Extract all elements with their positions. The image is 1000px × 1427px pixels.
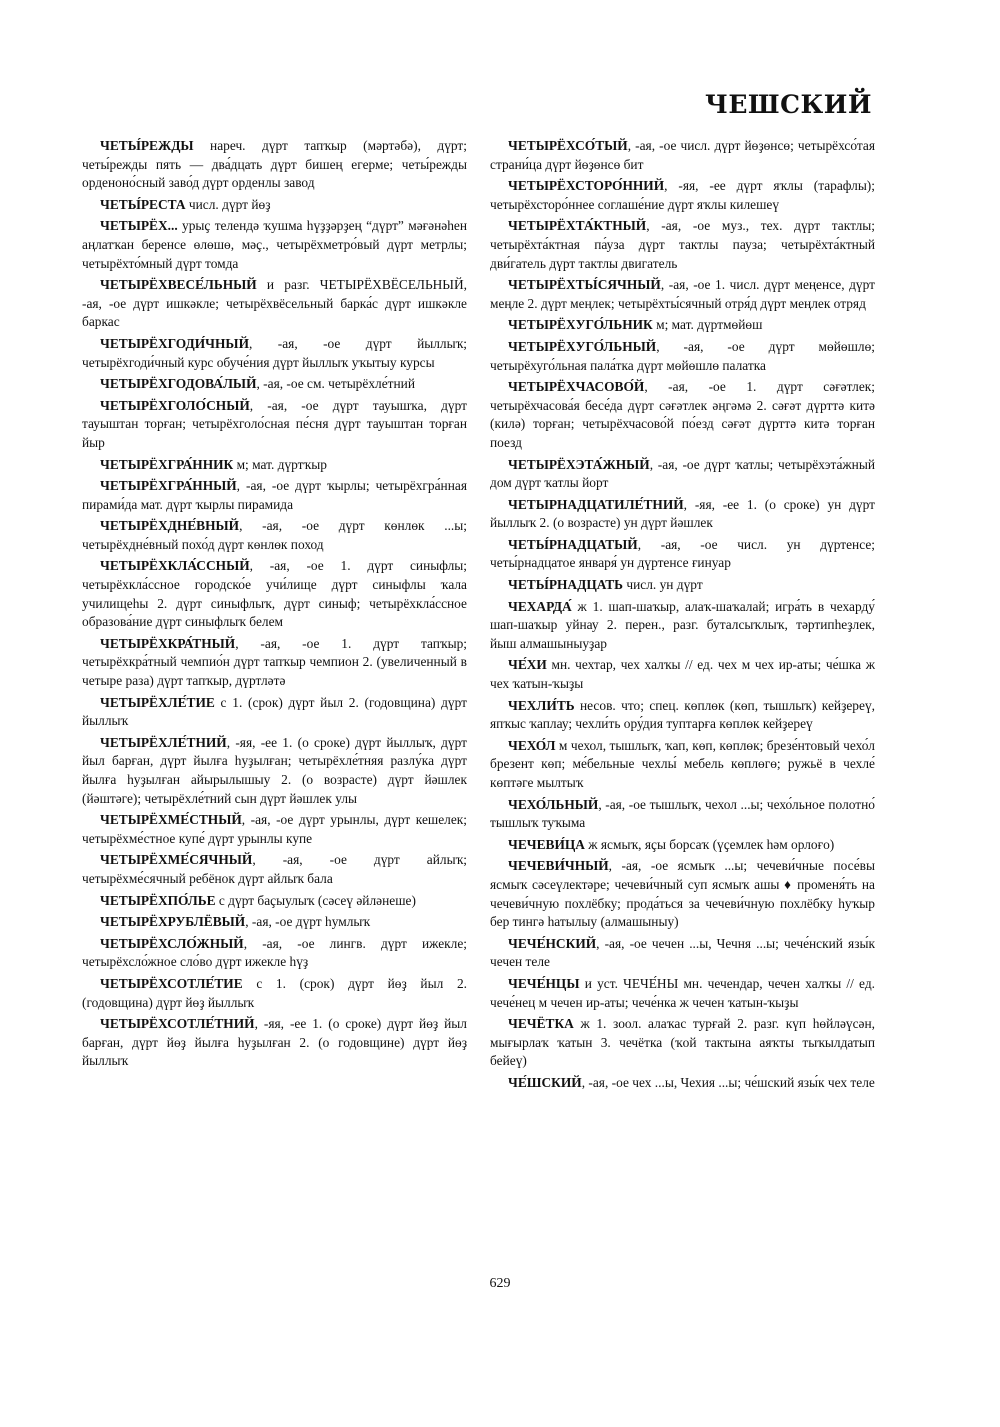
definition: числ. дүрт йөҙ — [185, 196, 271, 212]
dictionary-entry — [82, 375, 467, 394]
definition: , -ая, -ое см. четырёхле́тний — [256, 376, 415, 392]
definition: , -ая, -ое муз., тех. дүрт тактлы; четырёхта́ктная па́уза дүрт тактлы пауза; четырёхта́ктный дви́гатель дүрт тактлы двигатель — [490, 218, 875, 271]
definition: ж 1. зоол. алаҡас турғай 2. разг. күп һөйләүсән, мығырлаҡ ҡатын 3. чечётка (ҡой тактына аяҡты тыҡылдатып бейеү) — [490, 1016, 875, 1069]
headword: ЧЕТЫРЁХСО́ТЫЙ — [508, 138, 628, 153]
dictionary-entry — [82, 913, 467, 932]
dictionary-entry — [82, 635, 467, 691]
headword: ЧЕТЫРЁХДНЕ́ВНЫЙ — [100, 518, 240, 534]
headword: ЧЕТЫРЁХСТОРО́ННИЙ — [508, 178, 665, 194]
headword: ЧЕ́ШСКИЙ — [508, 1074, 582, 1090]
dictionary-entry — [82, 975, 467, 1012]
headword: ЧЕТЫРЁХКРА́ТНЫЙ — [100, 635, 236, 651]
definition: нареч. дүрт тапҡыр (мәртәбә), дүрт; четы́режды пять — два́дцать дүрт бишең егерме; четы́режды орденоно́сный заво́д дүрт орденлы завод — [82, 138, 467, 191]
definition: мн. чехтар, чех халҡы // ед. чех м чех ир-аты; че́шка ж чех ҡатын-ҡыҙы — [490, 657, 875, 692]
headword: ЧЕТЫРЁХГОДИ́ЧНЫЙ — [100, 335, 249, 351]
dictionary-entry — [490, 598, 875, 654]
headword: ЧЕТЫРЁХСОТЛЕ́ТИЕ — [100, 975, 243, 991]
definition: с 1. (срок) дүрт йыл 2. (годовщина) дүрт йыллыҡ — [82, 694, 467, 729]
headword: ЧЕ́ХИ — [508, 657, 547, 673]
headword: ЧЕТЫРЁХЛЕ́ТИЕ — [100, 694, 215, 710]
headword: ЧЕТЫРЁХРУБЛЁВЫЙ — [100, 914, 246, 930]
dictionary-entry — [82, 517, 467, 554]
definition: , -яя, -ее дүрт яҡлы (тарафлы); четырёхсторо́ннее соглаше́ние дүрт яҡлы килешеү — [490, 178, 875, 212]
headword: ЧЕТЫРЁХУГО́ЛЬНИК — [508, 317, 653, 333]
dictionary-entry — [82, 477, 467, 514]
dictionary-entry — [490, 276, 875, 313]
headword: ЧЕТЫРЁХГОДОВА́ЛЫЙ — [100, 376, 257, 392]
dictionary-entry — [490, 975, 875, 1012]
headword: ЧЕТЫРЁХ... — [100, 218, 178, 234]
dictionary-entry — [490, 576, 875, 595]
headword: ЧЕЧЁТКА — [508, 1016, 574, 1032]
dictionary-entry — [490, 456, 875, 493]
headword: ЧЕТЫ́РЕСТА — [100, 196, 186, 212]
definition: , -яя, -ее 1. (о сроке) дүрт йыллыҡ, дүрт йыл барған, дүрт йылға һуҙылған; четырёхле́тняя разлу́ка дүрт йылға һуҙылған айырылышыу 2. (о возрасте) дүрт йәшлек (йәштәге); четырёхле́тний сын дүрт йәшлек улы — [82, 734, 467, 806]
definition: и уст. ЧЕЧЕ́НЫ мн. чечендар, чечен халҡы // ед. чече́нец м чечен ир-аты; чече́нка ж чечен ҡатын-ҡыҙы — [490, 975, 875, 1010]
headword: ЧЕТЫРЁХСОТЛЕ́ТНИЙ — [100, 1016, 255, 1032]
definition: и разг. ЧЕТЫРЁХВЁСЕЛЬНЫЙ, -ая, -ое дүрт ишкәкле; четырёхвёсельный барка́с дүрт ишкәкле баркас — [82, 277, 467, 330]
definition: , -яя, -ее 1. (о сроке) ун дүрт йыллыҡ 2. (о возрасте) ун дүрт йәшлек — [490, 496, 875, 531]
dictionary-entry — [82, 1015, 467, 1071]
headword: ЧЕТЫРЁХЛЕ́ТНИЙ — [100, 734, 227, 750]
headword: ЧЕТЫРЁХГРА́ННИК — [100, 456, 234, 472]
definition: ж 1. шап-шаҡыр, алаҡ-шаҡалай; игра́ть в чехарду́ шап-шаҡыр уйнау 2. перен., разг. буталсыҡлыҡ, тәртипһеҙлек, йыш алмашыныуҙар — [490, 598, 875, 651]
headword: ЧЕЧЕ́НСКИЙ — [508, 935, 597, 951]
headword: ЧЕЧЕВИ́ЦА — [508, 836, 585, 852]
headword: ЧЕТЫРЁХМЕ́СТНЫЙ — [100, 812, 242, 828]
dictionary-entry — [490, 177, 875, 214]
headword: ЧЕТЫРЁХТЫ́СЯЧНЫЙ — [508, 277, 661, 293]
dictionary-entry — [490, 857, 875, 931]
headword: ЧЕТЫРЁХВЕСЕ́ЛЬНЫЙ — [100, 277, 257, 293]
dictionary-entry — [82, 456, 467, 475]
dictionary-entry — [82, 851, 467, 888]
definition: , -ая, -ое дүрт ҡатлы; четырёхэта́жный дом дүрт ҡатлы йорт — [490, 456, 875, 491]
definition: , -ая, -ое дүрт тауышҡа, дүрт тауыштан торған; четырёхголо́сная пе́сня дүрт тауыштан торған йыр — [82, 397, 467, 450]
headword: ЧЕТЫ́РНАДЦАТЬ — [508, 577, 624, 593]
dictionary-entry — [490, 935, 875, 972]
dictionary-entry — [82, 811, 467, 848]
definition: , -ая, -ое дүрт ҡырлы; четырёхгра́нная пирами́да мат. дүрт ҡырлы пирамида — [82, 478, 467, 512]
right-column — [490, 137, 875, 1096]
definition: , -ая, -ое лингв. дүрт ижекле; четырёхсло́жное сло́во дүрт ижекле һүҙ — [82, 935, 467, 970]
definition: м; мат. дүртмөйөш — [652, 317, 763, 333]
definition: , -ая, -ое дүрт һумлыҡ — [245, 914, 371, 930]
headword: ЧЕТЫРЁХГОЛО́СНЫЙ — [100, 397, 250, 413]
dictionary-entry — [490, 496, 875, 533]
dictionary-entry — [82, 137, 467, 193]
definition: несов. что; спец. көплөк (көп, тышлыҡ) кейҙереү, япҡыс ҡаплау; чехли́ть ору́дия туптарға көплөк кейҙереү — [490, 697, 875, 732]
headword: ЧЕТЫРЁХСЛО́ЖНЫЙ — [100, 935, 244, 951]
dictionary-entry — [82, 397, 467, 453]
definition: , -ая, -ое числ. дүрт йөҙөнсө; четырёхсо́тая страни́ца дүрт йөҙөнсө бит — [490, 138, 875, 172]
dictionary-entry — [490, 378, 875, 452]
definition: , -ая, -ое дүрт йыллыҡ; четырёхгоди́чный курс обуче́ния дүрт йыллыҡ уҡытыу курсы — [82, 335, 467, 370]
dictionary-entry — [82, 276, 467, 332]
headword: ЧЕХАРДА́ — [508, 598, 572, 614]
dictionary-entry — [490, 796, 875, 833]
dictionary-entry — [490, 316, 875, 335]
dictionary-entry — [82, 557, 467, 631]
running-head: ЧЕШСКИЙ — [705, 90, 872, 119]
dictionary-entry — [490, 1074, 875, 1093]
definition: с дүрт баҫыулыҡ (сәсеү әйләнеше) — [215, 892, 416, 908]
definition: , -ая, -ое 1. числ. дүрт меңенсе, дүрт меңле 2. дүрт меңлек; четырёхты́сячный отря́д дүрт меңлек отряд — [490, 277, 875, 311]
headword: ЧЕТЫРЁХГРА́ННЫЙ — [100, 478, 237, 494]
headword: ЧЕТЫРЁХЧАСОВО́Й — [508, 379, 645, 395]
headword: ЧЕТЫРЁХПО́ЛЬЕ — [100, 892, 216, 908]
definition: , -ая, -ое 1. дүрт синыфлы; четырёхкла́ссное городско́е учи́лище дүрт синыфлы ҡала училищеһы 2. дүрт синыфлыҡ, дүрт синыф; четырёхкла́ссное образова́ние дүрт синыфлыҡ белем — [82, 558, 467, 630]
definition: м чехол, тышлыҡ, ҡап, көп, көплөк; брезе́нтовый чехо́л брезент көп; ме́бельные чехлы́ мебель көплөгө; ружьё в чехле́ көптәге мылтыҡ — [490, 737, 875, 790]
dictionary-entry — [82, 217, 467, 273]
headword: ЧЕТЫ́РНАДЦАТЫЙ — [508, 536, 638, 552]
definition: , -яя, -ее 1. (о сроке) дүрт йөҙ йыл барған, дүрт йөҙ йылға һуҙылған 2. (о годовщине) дүрт йөҙ йыллыҡ — [82, 1016, 467, 1069]
headword: ЧЕХЛИ́ТЬ — [508, 697, 575, 713]
dictionary-entry — [490, 536, 875, 573]
dictionary-entry — [490, 656, 875, 693]
headword: ЧЕТЫРЁХМЕ́СЯЧНЫЙ — [100, 852, 253, 868]
dictionary-entry — [82, 196, 467, 215]
headword: ЧЕТЫРЁХЭТА́ЖНЫЙ — [508, 456, 650, 472]
dictionary-entry — [490, 697, 875, 734]
headword: ЧЕХО́ЛЬНЫЙ — [508, 796, 599, 812]
dictionary-entry — [82, 935, 467, 972]
headword: ЧЕТЫРЁХУГО́ЛЬНЫЙ — [508, 338, 657, 354]
dictionary-entry — [490, 737, 875, 793]
dictionary-entry — [82, 335, 467, 372]
dictionary-entry — [82, 734, 467, 808]
headword: ЧЕТЫРНАДЦАТИЛЕ́ТНИЙ — [508, 496, 684, 512]
dictionary-entry — [82, 694, 467, 731]
definition: с 1. (срок) дүрт йөҙ йыл 2. (годовщина) дүрт йөҙ йыллыҡ — [82, 975, 467, 1010]
definition: , -ая, -ое дүрт көнлөк ...ы; четырёхдне́вный похо́д дүрт көнлөк поход — [82, 518, 467, 552]
dictionary-entry — [490, 1015, 875, 1071]
dictionary-entry — [82, 892, 467, 911]
definition: числ. ун дүрт — [623, 577, 703, 593]
dictionary-entry — [490, 836, 875, 855]
dictionary-entry — [490, 137, 875, 174]
definition: , -ая, -ое дүрт урынлы, дүрт кешелек; четырёхме́стное купе́ дүрт урынлы купе — [82, 812, 467, 846]
definition: ж ясмыҡ, яҫы борсаҡ (үҫемлек һәм орлоғо) — [584, 836, 835, 852]
dictionary-entry — [490, 217, 875, 273]
headword: ЧЕХО́Л — [508, 737, 556, 753]
definition: , -ая, -ое тышлыҡ, чехол ...ы; чехо́льное полотно́ тышлыҡ туҡыма — [490, 796, 875, 831]
definition: , -ая, -ое дүрт айлыҡ; четырёхме́сячный ребёнок дүрт айлыҡ бала — [82, 852, 467, 886]
definition: , -ая, -ое ясмыҡ ...ы; чечеви́чные посе́вы ясмыҡ сәсеүлектәре; чечеви́чный суп ясмыҡ ашы ♦ променя́ть на чечеви́чную похлёбку; прода́ться за чечеви́чную похлёбку һуҡыр бер тингә һатылыу (алмашыныу) — [490, 858, 875, 930]
definition: , -ая, -ое 1. дүрт сәғәтлек; четырёхчасова́я бесе́да дүрт сәғәтлек әңгәмә 2. сәғәт дүрттә китә (килә) торған; четырёхчасово́й по́езд сәғәт дүрттә китә торған поезд — [490, 379, 875, 450]
headword: ЧЕТЫ́РЕЖДЫ — [100, 138, 194, 153]
definition: урыҫ телендә ҡушма һүҙҙәрҙең “дүрт” мәғәнәһен аңлатҡан беренсе өлөшө, мәҫ., четырёхметро́вый дүрт метрлы; четырёхто́мный дүрт томда — [82, 218, 467, 271]
headword: ЧЕТЫРЁХТА́КТНЫЙ — [508, 218, 647, 234]
definition: , -ая, -ое числ. ун дүртенсе; четы́рнадцатое января́ ун дүртенсе ғинуар — [490, 536, 875, 571]
definition: , -ая, -ое чех ...ы, Чехия ...ы; че́шский язы́к чех теле — [581, 1074, 875, 1090]
page-number: 629 — [489, 1276, 511, 1291]
definition: , -ая, -ое чечен ...ы, Чечня ...ы; чече́нский язы́к чечен теле — [490, 935, 875, 970]
headword: ЧЕЧЕВИ́ЧНЫЙ — [508, 858, 609, 874]
definition: , -ая, -ое дүрт мөйөшлө; четырёхуго́льная пала́тка дүрт мөйөшлө палатка — [490, 338, 875, 373]
dictionary-entry — [490, 338, 875, 375]
left-column — [82, 137, 467, 1074]
definition: м; мат. дүртҡыр — [233, 456, 327, 472]
headword: ЧЕЧЕ́НЦЫ — [508, 975, 580, 991]
headword: ЧЕТЫРЁХКЛА́ССНЫЙ — [100, 558, 250, 574]
definition: , -ая, -ое 1. дүрт тапҡыр; четырёхкра́тный чемпио́н дүрт тапҡыр чемпион 2. (увеличенный в четыре раза) дүрт тапҡыр, дүртләтә — [82, 635, 467, 689]
